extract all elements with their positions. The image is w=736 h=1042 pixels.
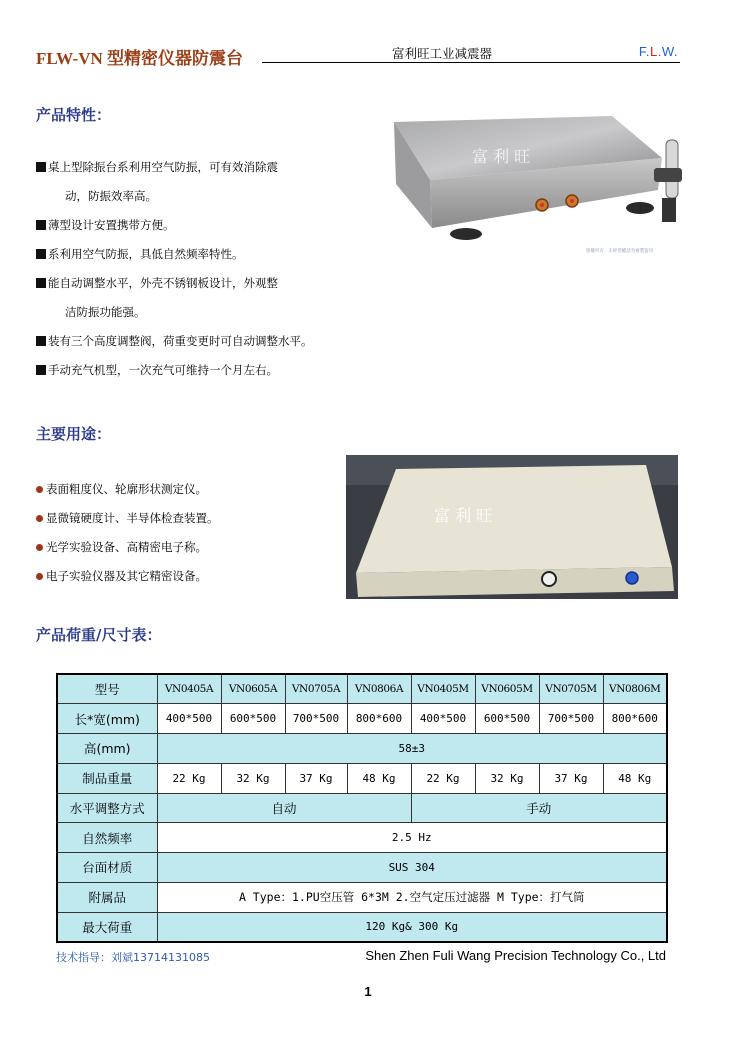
table-row: [57, 912, 667, 942]
row-label: 附属品: [57, 882, 157, 912]
round-bullet-icon: [36, 515, 43, 522]
brand-f: F.: [638, 44, 650, 59]
table-row: [57, 763, 667, 793]
square-bullet-icon: [36, 365, 46, 375]
weight-cell: 48 Kg: [603, 763, 667, 793]
brand-l: L.: [649, 44, 662, 59]
use-item: [36, 509, 336, 527]
image-caption: 版權所有 · 未經授權請勿複製盜用: [586, 249, 654, 254]
model-cell: VN0806A: [347, 674, 411, 704]
feature-text-cont: 洁防振功能强。: [65, 305, 146, 319]
use-text: 表面粗度仪、轮廓形状测定仪。: [46, 482, 207, 496]
weight-cell: 32 Kg: [475, 763, 539, 793]
material-cell: SUS 304: [157, 853, 667, 883]
size-cell: 800*600: [603, 704, 667, 734]
size-cell: 700*500: [539, 704, 603, 734]
size-cell: 600*500: [475, 704, 539, 734]
table-row: [57, 793, 667, 823]
feature-text: 薄型设计安置携带方便。: [48, 218, 175, 232]
leveling-auto-cell: 自动: [157, 793, 411, 823]
table-title: 产品荷重/尺寸表：: [36, 626, 162, 644]
feature-text: 手动充气机型，一次充气可维持一个月左右。: [48, 363, 278, 377]
row-label: 水平调整方式: [57, 793, 157, 823]
round-bullet-icon: [36, 486, 43, 493]
use-item: [36, 538, 336, 556]
page-header: [36, 40, 680, 66]
frequency-cell: 2.5 Hz: [157, 823, 667, 853]
model-cell: VN0705M: [539, 674, 603, 704]
product-photo-beige-table: [346, 455, 678, 599]
row-label: 自然频率: [57, 823, 157, 853]
technical-contact: 技术指导：刘斌13714131085: [56, 951, 210, 964]
feature-item: [36, 274, 396, 321]
size-cell: 700*500: [285, 704, 347, 734]
table-row: [57, 734, 667, 764]
table-row: [57, 882, 667, 912]
company-name-en: Shen Zhen Fuli Wang Precision Technology Co., Ltd: [365, 948, 666, 963]
feature-item: [36, 332, 396, 350]
feature-text-cont: 动，防振效率高。: [65, 189, 157, 203]
row-label: 长*宽(mm): [57, 704, 157, 734]
leveling-manual-cell: 手动: [411, 793, 667, 823]
square-bullet-icon: [36, 249, 46, 259]
square-bullet-icon: [36, 162, 46, 172]
pressure-gauge-icon: [542, 572, 556, 586]
table-row: [57, 853, 667, 883]
model-cell: VN0705A: [285, 674, 347, 704]
watermark-text: 富 利 旺: [472, 147, 531, 166]
round-bullet-icon: [36, 544, 43, 551]
page-number: 1: [364, 984, 372, 999]
row-label: 最大荷重: [57, 912, 157, 942]
use-item: [36, 567, 336, 585]
air-valve-icon: [626, 572, 638, 584]
weight-cell: 37 Kg: [539, 763, 603, 793]
table-row: [57, 823, 667, 853]
model-cell: VN0605M: [475, 674, 539, 704]
square-bullet-icon: [36, 336, 46, 346]
model-cell: VN0405M: [411, 674, 475, 704]
model-cell: VN0405A: [157, 674, 221, 704]
feature-text: 桌上型除振台系利用空气防振，可有效消除震: [48, 160, 278, 174]
row-label: 高(mm): [57, 734, 157, 764]
rubber-foot: [626, 202, 654, 214]
uses-title: 主要用途：: [36, 425, 112, 443]
header-company-cn: 富利旺工业减震器: [392, 46, 493, 61]
rubber-foot: [450, 228, 482, 240]
weight-cell: 37 Kg: [285, 763, 347, 793]
size-cell: 800*600: [347, 704, 411, 734]
table-row: [57, 704, 667, 734]
uses-list: [36, 480, 336, 596]
spec-table: [56, 673, 668, 943]
row-label: 制品重量: [57, 763, 157, 793]
use-text: 电子实验仪器及其它精密设备。: [46, 569, 207, 583]
weight-cell: 48 Kg: [347, 763, 411, 793]
round-bullet-icon: [36, 573, 43, 580]
features-list: [36, 158, 396, 390]
feature-text: 系利用空气防振，具低自然频率特性。: [48, 247, 244, 261]
feature-item: [36, 158, 396, 205]
use-text: 显微镜硬度计、半导体检查装置。: [46, 511, 219, 525]
size-cell: 400*500: [157, 704, 221, 734]
table-row: [57, 674, 667, 704]
watermark-text: 富 利 旺: [434, 506, 493, 525]
header-brand: [639, 44, 678, 59]
model-cell: VN0605A: [221, 674, 285, 704]
brand-w: W.: [661, 44, 678, 59]
model-cell: VN0806M: [603, 674, 667, 704]
load-cell: 120 Kg& 300 Kg: [157, 912, 667, 942]
accessory-cell: A Type：1.PU空压管 6*3M 2.空气定压过滤器 M Type：打气筒: [157, 882, 667, 912]
features-title: 产品特性：: [36, 106, 112, 124]
size-cell: 400*500: [411, 704, 475, 734]
row-label: 型号: [57, 674, 157, 704]
square-bullet-icon: [36, 278, 46, 288]
product-photo-stainless-table: [390, 110, 686, 270]
use-item: [36, 480, 336, 498]
feature-text: 能自动调整水平，外壳不锈钢板设计，外观整: [48, 276, 278, 290]
height-cell: 58±3: [157, 734, 667, 764]
row-label: 台面材质: [57, 853, 157, 883]
feature-item: [36, 216, 396, 234]
size-cell: 600*500: [221, 704, 285, 734]
table-top: [356, 465, 672, 573]
feature-item: [36, 361, 396, 379]
feature-text: 装有三个高度调整阀，荷重变更时可自动调整水平。: [48, 334, 313, 348]
weight-cell: 22 Kg: [157, 763, 221, 793]
square-bullet-icon: [36, 220, 46, 230]
weight-cell: 32 Kg: [221, 763, 285, 793]
weight-cell: 22 Kg: [411, 763, 475, 793]
use-text: 光学实验设备、高精密电子称。: [46, 540, 207, 554]
header-rule: [262, 62, 680, 63]
feature-item: [36, 245, 396, 263]
document-title: FLW-VN 型精密仪器防震台: [36, 49, 243, 68]
